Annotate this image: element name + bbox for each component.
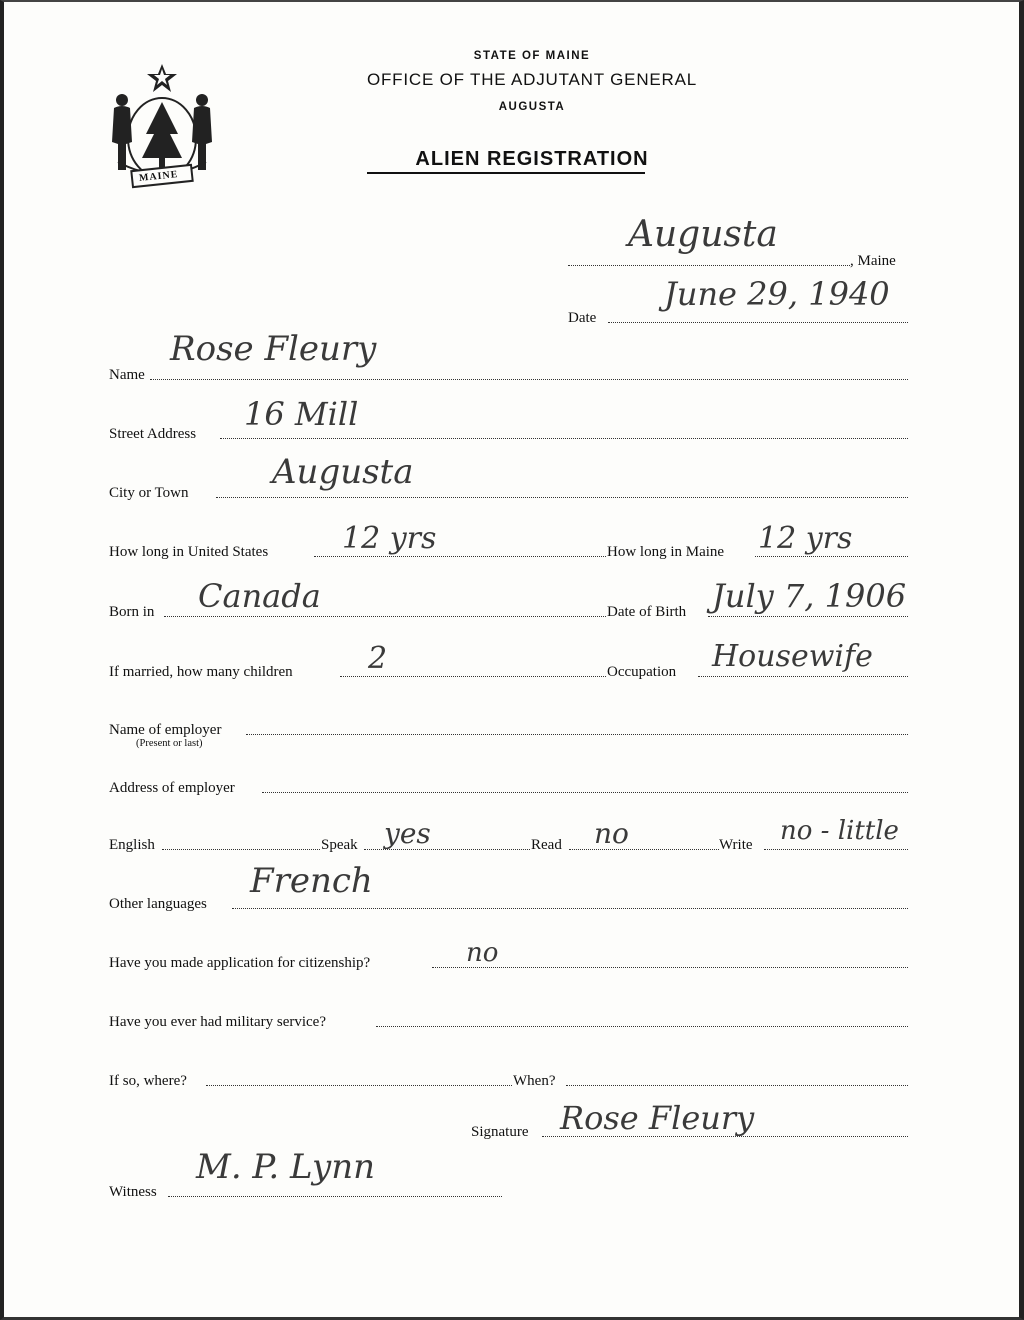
children-line <box>340 676 606 677</box>
place-value: Augusta <box>628 214 778 255</box>
how-long-maine-value: 12 yrs <box>758 521 853 556</box>
occupation-line <box>698 676 908 677</box>
employer-address-label: Address of employer <box>109 780 235 796</box>
how-long-maine-line <box>755 556 908 557</box>
occupation-value: Housewife <box>712 639 873 674</box>
signature-value: Rose Fleury <box>560 1099 755 1137</box>
employer-address-line <box>262 792 908 793</box>
other-languages-value: French <box>250 861 373 901</box>
date-label: Date <box>568 310 597 326</box>
employer-sublabel: (Present or last) <box>136 738 203 749</box>
english-line <box>162 849 320 850</box>
city-value: Augusta <box>272 452 414 492</box>
write-value: no - little <box>780 816 899 846</box>
name-value: Rose Fleury <box>170 329 377 369</box>
citizenship-value: no <box>466 938 499 968</box>
street-label: Street Address <box>109 426 197 442</box>
employer-line <box>246 734 908 735</box>
place-line <box>568 265 850 266</box>
city-line <box>216 497 908 498</box>
occupation-label: Occupation <box>607 664 677 680</box>
how-long-us-line <box>314 556 606 557</box>
when-label: When? <box>513 1073 556 1089</box>
citizenship-label: Have you made application for citizenship? <box>109 955 371 971</box>
header-city: AUGUSTA <box>498 101 566 113</box>
speak-value: yes <box>384 817 431 850</box>
employer-label: Name of employer <box>109 722 222 738</box>
dob-value: July 7, 1906 <box>712 577 907 615</box>
header-state: STATE OF MAINE <box>473 50 591 62</box>
witness-label: Witness <box>109 1184 157 1200</box>
how-long-us-label: How long in United States <box>109 544 269 560</box>
when-line <box>566 1085 908 1086</box>
street-line <box>220 438 908 439</box>
dob-line <box>708 616 908 617</box>
signature-label: Signature <box>471 1124 529 1140</box>
where-line <box>206 1085 512 1086</box>
military-line <box>376 1026 908 1027</box>
born-line <box>164 616 606 617</box>
children-value: 2 <box>368 641 388 676</box>
street-value: 16 Mill <box>244 395 359 433</box>
other-languages-label: Other languages <box>109 896 207 912</box>
speak-label: Speak <box>321 837 358 853</box>
date-line <box>608 322 908 323</box>
military-label: Have you ever had military service? <box>109 1014 326 1030</box>
how-long-maine-label: How long in Maine <box>607 544 725 560</box>
name-line <box>150 379 908 380</box>
read-value: no <box>594 817 629 850</box>
seal-text: MAINE <box>138 168 179 185</box>
born-value: Canada <box>198 577 321 615</box>
write-label: Write <box>719 837 753 853</box>
form-title: ALIEN REGISTRATION <box>415 148 649 170</box>
header-office: OFFICE OF THE ADJUTANT GENERAL <box>366 70 698 89</box>
read-label: Read <box>531 837 562 853</box>
read-line <box>569 849 719 850</box>
witness-line <box>168 1196 502 1197</box>
name-label: Name <box>109 367 145 383</box>
date-value: June 29, 1940 <box>664 275 890 313</box>
children-label: If married, how many children <box>109 664 293 680</box>
where-label: If so, where? <box>109 1073 187 1089</box>
other-languages-line <box>232 908 908 909</box>
citizenship-line <box>432 967 908 968</box>
witness-value: M. P. Lynn <box>196 1147 376 1187</box>
place-suffix: , Maine <box>850 253 896 269</box>
city-label: City or Town <box>109 485 189 501</box>
title-underline <box>367 172 645 174</box>
dob-label: Date of Birth <box>607 604 687 620</box>
english-label: English <box>109 837 155 853</box>
born-label: Born in <box>109 604 155 620</box>
how-long-us-value: 12 yrs <box>342 521 437 556</box>
write-line <box>764 849 908 850</box>
